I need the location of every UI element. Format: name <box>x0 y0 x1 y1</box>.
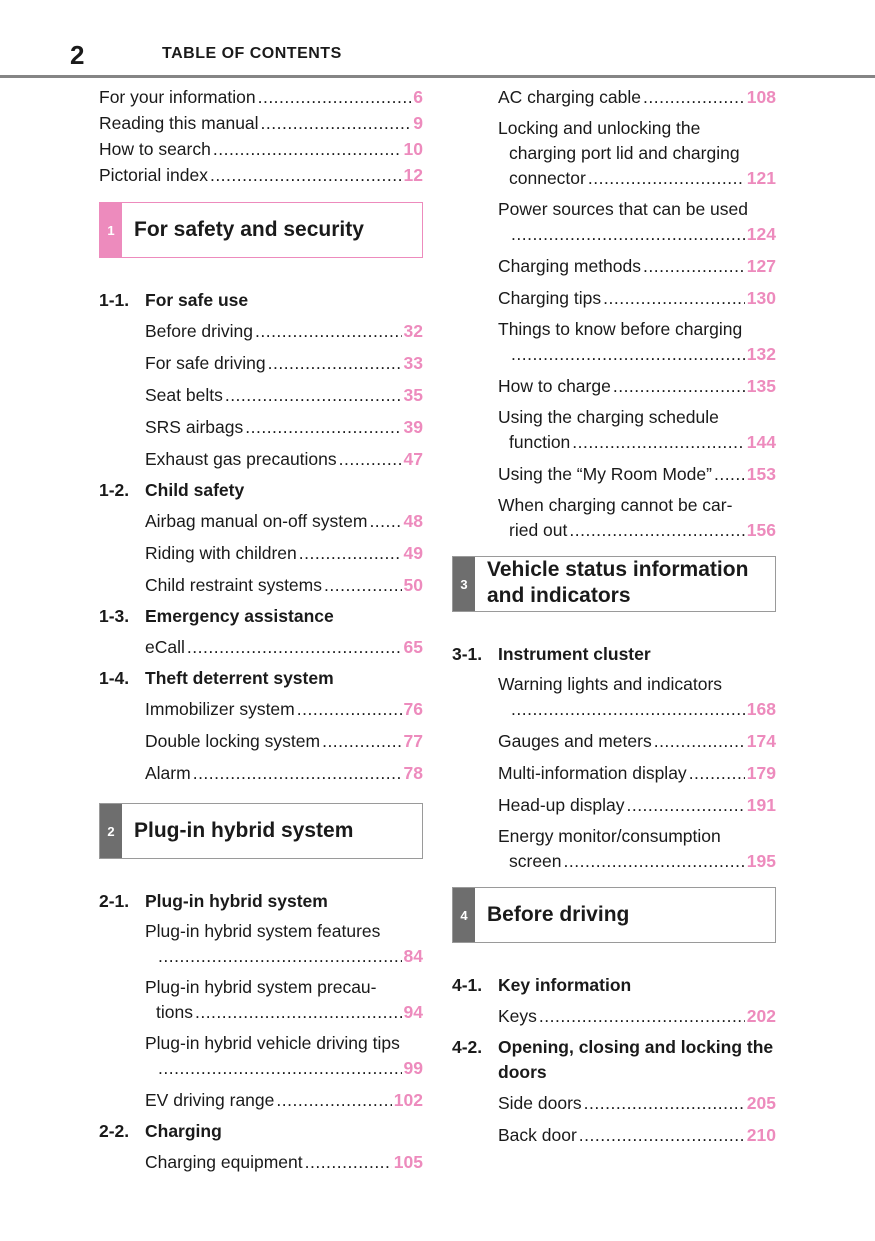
toc-entry[interactable]: Gauges and meters ..... 174 <box>498 725 776 757</box>
toc-entry[interactable]: Side doors ..... 205 <box>498 1087 776 1119</box>
section-heading[interactable]: 2-1. Plug-in hybrid system <box>99 891 328 911</box>
page-ref: 202 <box>746 1006 776 1026</box>
page-ref: 94 <box>403 1002 423 1022</box>
page-ref: 84 <box>403 946 423 966</box>
page-ref: 9 <box>413 113 423 133</box>
page-ref: 48 <box>403 511 423 531</box>
page-ref: 156 <box>746 520 776 540</box>
page-number: 2 <box>70 40 85 70</box>
toc-entry[interactable]: Plug-in hybrid system precau- tions ..... 94 <box>145 972 423 1028</box>
page-ref: 153 <box>746 464 776 484</box>
page-ref: 210 <box>746 1125 776 1145</box>
page-ref: 132 <box>746 344 776 364</box>
page-ref: 33 <box>403 353 423 373</box>
toc-entry[interactable]: Using the charging schedule function ..... 144 <box>498 402 776 458</box>
toc-entry[interactable]: eCall ..... 65 <box>145 631 423 663</box>
section-heading[interactable]: 1-2. Child safety <box>99 480 245 500</box>
toc-entry[interactable]: Energy monitor/consumption screen ..... 195 <box>498 821 776 877</box>
section-heading[interactable]: 3-1. Instrument cluster <box>452 644 651 664</box>
toc-entry[interactable]: Things to know before charging ..... 132 <box>498 314 776 370</box>
chapter-number: 2 <box>100 804 122 858</box>
page-ref: 32 <box>403 321 423 341</box>
page-ref: 135 <box>746 376 776 396</box>
page-ref: 102 <box>393 1090 423 1110</box>
chapter-3-heading[interactable] <box>452 556 776 612</box>
page-ref: 78 <box>403 763 423 783</box>
toc-entry[interactable]: SRS airbags ..... 39 <box>145 411 423 443</box>
toc-entry[interactable]: Charging methods ..... 127 <box>498 250 776 282</box>
page-ref: 179 <box>746 763 776 783</box>
toc-entry[interactable]: Seat belts ..... 35 <box>145 379 423 411</box>
chapter-number: 4 <box>453 888 475 942</box>
toc-entry[interactable]: Double locking system ..... 77 <box>145 725 423 757</box>
toc-entry[interactable]: AC charging cable ..... 108 <box>498 84 776 113</box>
toc-entry[interactable]: Charging tips ..... 130 <box>498 282 776 314</box>
toc-entry[interactable]: Plug-in hybrid vehicle driving tips ..... 99 <box>145 1028 423 1084</box>
toc-entry[interactable]: Warning lights and indicators ..... 168 <box>498 669 776 725</box>
page-ref: 105 <box>393 1152 423 1172</box>
toc-entry[interactable]: For safe driving ..... 33 <box>145 347 423 379</box>
toc-entry[interactable]: Power sources that can be used ..... 124 <box>498 194 776 250</box>
toc-left-column <box>99 84 423 1178</box>
page-ref: 191 <box>746 795 776 815</box>
toc-entry[interactable]: Exhaust gas precautions ..... 47 <box>145 443 423 475</box>
chapter-2-heading[interactable] <box>99 803 423 859</box>
section-heading[interactable]: 4-2. Opening, closing and locking the doors <box>452 1037 774 1082</box>
page-ref: 10 <box>403 139 423 159</box>
toc-entry[interactable]: Back door ..... 210 <box>498 1119 776 1151</box>
page-ref: 77 <box>403 731 423 751</box>
chapter-number: 3 <box>453 557 475 611</box>
section-heading[interactable]: 1-1. For safe use <box>99 290 249 310</box>
toc-entry[interactable]: Child restraint systems ..... 50 <box>145 569 423 601</box>
page-title: TABLE OF CONTENTS <box>162 45 342 62</box>
chapter-4-heading[interactable] <box>452 887 776 943</box>
chapter-title: Plug-in hybrid system <box>134 819 354 842</box>
toc-entry[interactable]: How to charge ..... 135 <box>498 370 776 402</box>
page-ref: 130 <box>746 288 776 308</box>
page-ref: 47 <box>403 449 423 469</box>
page-ref: 6 <box>413 87 423 107</box>
chapter-title: Vehicle status information and indicators <box>487 558 749 607</box>
toc-entry[interactable]: When charging cannot be car- ried out ..... 156 <box>498 490 776 546</box>
toc-entry[interactable]: Alarm ..... 78 <box>145 757 423 789</box>
page-ref: 39 <box>403 417 423 437</box>
page-ref: 49 <box>403 543 423 563</box>
page-ref: 174 <box>746 731 776 751</box>
section-heading[interactable]: 1-4. Theft deterrent system <box>99 668 334 688</box>
toc-entry[interactable]: Immobilizer system ..... 76 <box>145 693 423 725</box>
chapter-number: 1 <box>100 203 122 257</box>
section-heading[interactable]: 4-1. Key information <box>452 975 632 995</box>
toc-entry[interactable]: Multi-information display ..... 179 <box>498 757 776 789</box>
page-ref: 12 <box>403 165 423 185</box>
page-ref: 76 <box>403 699 423 719</box>
toc-entry[interactable]: Pictorial index ..... 12 <box>99 162 423 188</box>
toc-entry[interactable]: Before driving ..... 32 <box>145 315 423 347</box>
page-ref: 65 <box>403 637 423 657</box>
page-ref: 99 <box>403 1058 423 1078</box>
toc-entry[interactable]: Charging equipment ..... 105 <box>145 1146 423 1178</box>
page-ref: 195 <box>746 851 776 871</box>
toc-entry[interactable]: Keys ..... 202 <box>498 1000 776 1032</box>
page-ref: 144 <box>746 432 776 452</box>
chapter-1-heading[interactable] <box>99 202 423 258</box>
page-ref: 124 <box>746 224 776 244</box>
page-ref: 50 <box>403 575 423 595</box>
chapter-title: For safety and security <box>134 218 364 241</box>
chapter-title: Before driving <box>487 903 630 926</box>
toc-entry[interactable]: How to search ..... 10 <box>99 136 423 162</box>
toc-entry[interactable]: Riding with children ..... 49 <box>145 537 423 569</box>
toc-entry[interactable]: Plug-in hybrid system features ..... 84 <box>145 916 423 972</box>
page-ref: 108 <box>746 87 776 107</box>
toc-entry[interactable]: Reading this manual ..... 9 <box>99 110 423 136</box>
page-ref: 205 <box>746 1093 776 1113</box>
toc-entry[interactable]: Using the “My Room Mode” ..... 153 <box>498 458 776 490</box>
section-heading[interactable]: 2-2. Charging <box>99 1121 222 1141</box>
section-heading[interactable]: 1-3. Emergency assistance <box>99 606 334 626</box>
toc-entry[interactable]: EV driving range ..... 102 <box>145 1084 423 1116</box>
toc-entry[interactable]: Head-up display ..... 191 <box>498 789 776 821</box>
toc-entry[interactable]: Locking and unlocking the charging port lid and charging connector ..... 121 <box>498 113 776 194</box>
toc-right-column <box>452 84 776 1151</box>
page-ref: 35 <box>403 385 423 405</box>
page-ref: 168 <box>746 699 776 719</box>
toc-entry[interactable]: Airbag manual on-off system ..... 48 <box>145 505 423 537</box>
toc-entry[interactable]: For your information ..... 6 <box>99 84 423 110</box>
page-ref: 121 <box>746 168 776 188</box>
page-ref: 127 <box>746 256 776 276</box>
header-rule <box>0 75 875 78</box>
